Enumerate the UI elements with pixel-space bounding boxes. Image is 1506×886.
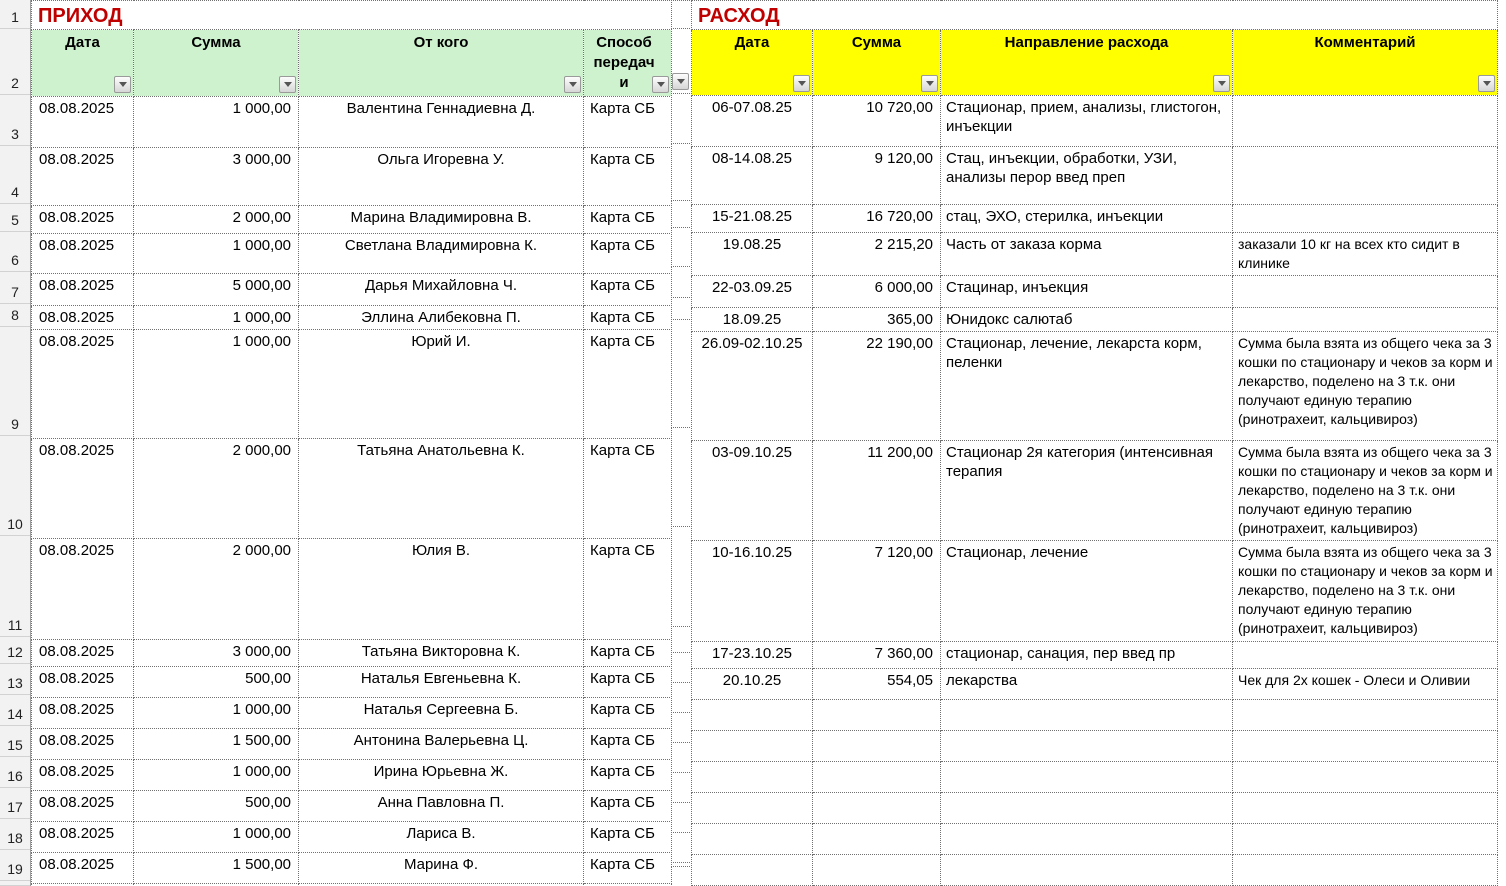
income-cell-amount[interactable]: 3 000,00 xyxy=(134,640,299,667)
expense-cell-date[interactable]: 18.09.25 xyxy=(692,308,813,332)
income-cell-method[interactable]: Карта СБ xyxy=(584,667,672,698)
income-cell-date[interactable]: 08.08.2025 xyxy=(32,439,134,539)
row-header[interactable] xyxy=(0,881,30,886)
gap-cell[interactable] xyxy=(671,772,692,803)
income-cell-amount[interactable]: 1 000,00 xyxy=(134,97,299,148)
gap-cell[interactable] xyxy=(671,862,692,867)
row-header[interactable] xyxy=(0,850,30,881)
expense-row xyxy=(692,276,1498,308)
income-row xyxy=(32,822,672,853)
income-row xyxy=(32,539,672,640)
expense-header-label: Сумма xyxy=(851,34,902,51)
chevron-down-icon xyxy=(284,82,292,87)
income-cell-from[interactable]: Марина Ф. xyxy=(299,853,584,884)
expense-cell-comment[interactable] xyxy=(1233,824,1498,855)
income-table xyxy=(31,0,672,886)
filter-dropdown-button[interactable] xyxy=(1478,75,1495,92)
chevron-down-icon xyxy=(798,81,806,86)
row-number: 6 xyxy=(11,252,19,268)
expense-cell-date[interactable]: 03-09.10.25 xyxy=(692,441,813,541)
expense-cell-date[interactable]: 15-21.08.25 xyxy=(692,205,813,233)
income-row xyxy=(32,274,672,306)
filter-dropdown-button[interactable] xyxy=(564,76,581,93)
expense-header-date[interactable] xyxy=(692,30,813,96)
expense-title-row xyxy=(692,1,1498,30)
row-number: 19 xyxy=(7,861,23,877)
expense-header-amount[interactable] xyxy=(813,30,941,96)
expense-cell-direction[interactable] xyxy=(941,762,1233,793)
expense-cell-amount[interactable]: 6 000,00 xyxy=(813,276,941,308)
gap-cell[interactable] xyxy=(671,28,692,94)
expense-cell-date[interactable]: 26.09-02.10.25 xyxy=(692,332,813,441)
filter-dropdown-button[interactable] xyxy=(279,76,296,93)
income-cell-date[interactable]: 08.08.2025 xyxy=(32,698,134,729)
income-cell-date[interactable]: 08.08.2025 xyxy=(32,822,134,853)
expense-cell-direction[interactable] xyxy=(941,700,1233,731)
income-cell-from[interactable]: Лариса В. xyxy=(299,822,584,853)
chevron-down-icon xyxy=(119,82,127,87)
expense-cell-comment[interactable]: Сумма была взята из общего чека за 3 кошки по стационару и чеков за корм и лекарство, поделено на 3 т.к. они получают единую терапию (ринотрахеит, кальцивироз) xyxy=(1233,441,1498,541)
income-cell-from[interactable]: Светлана Владимировна К. xyxy=(299,234,584,274)
expense-row xyxy=(692,855,1498,886)
chevron-down-icon xyxy=(926,81,934,86)
income-cell-from[interactable]: Наталья Евгеньевна К. xyxy=(299,667,584,698)
row-header[interactable] xyxy=(0,0,30,29)
income-row xyxy=(32,306,672,330)
income-cell-method[interactable]: Карта СБ xyxy=(584,698,672,729)
income-row xyxy=(32,439,672,539)
expense-cell-direction[interactable] xyxy=(941,824,1233,855)
income-row xyxy=(32,148,672,206)
expense-row xyxy=(692,700,1498,731)
chevron-down-icon xyxy=(1483,81,1491,86)
expense-cell-comment[interactable] xyxy=(1233,642,1498,669)
income-cell-from[interactable]: Ольга Игоревна У. xyxy=(299,148,584,206)
row-header[interactable] xyxy=(0,536,30,637)
filter-dropdown-button[interactable] xyxy=(1213,75,1230,92)
expense-cell-amount[interactable]: 7 120,00 xyxy=(813,541,941,642)
income-cell-from[interactable]: Татьяна Викторовна К. xyxy=(299,640,584,667)
row-number: 7 xyxy=(11,284,19,300)
income-header-label: Дата xyxy=(65,34,100,51)
expense-header-comment[interactable] xyxy=(1233,30,1498,96)
expense-row xyxy=(692,793,1498,824)
income-cell-date[interactable]: 08.08.2025 xyxy=(32,791,134,822)
gap-cell[interactable] xyxy=(671,200,692,228)
income-cell-from[interactable]: Наталья Сергеевна Б. xyxy=(299,698,584,729)
gap-column xyxy=(671,0,692,867)
row-number: 11 xyxy=(7,617,23,633)
income-cell-method[interactable]: Карта СБ xyxy=(584,148,672,206)
expense-cell-amount[interactable]: 9 120,00 xyxy=(813,147,941,205)
expense-cell-comment[interactable] xyxy=(1233,147,1498,205)
income-cell-amount[interactable]: 1 000,00 xyxy=(134,330,299,439)
expense-row xyxy=(692,147,1498,205)
expense-cell-direction[interactable]: стационар, санация, пер введ пр xyxy=(941,642,1233,669)
expense-cell-date[interactable] xyxy=(692,855,813,886)
expense-header-row xyxy=(692,30,1498,96)
income-cell-amount[interactable]: 3 000,00 xyxy=(134,148,299,206)
income-cell-date[interactable]: 08.08.2025 xyxy=(32,306,134,330)
expense-row xyxy=(692,441,1498,541)
expense-cell-amount[interactable]: 16 720,00 xyxy=(813,205,941,233)
expense-cell-amount[interactable] xyxy=(813,793,941,824)
expense-cell-amount[interactable] xyxy=(813,824,941,855)
income-cell-date[interactable]: 08.08.2025 xyxy=(32,330,134,439)
row-number: 9 xyxy=(11,416,19,432)
expense-cell-date[interactable]: 06-07.08.25 xyxy=(692,96,813,147)
income-cell-amount[interactable]: 500,00 xyxy=(134,791,299,822)
row-number: 12 xyxy=(7,644,23,660)
expense-row xyxy=(692,541,1498,642)
expense-cell-comment[interactable] xyxy=(1233,96,1498,147)
expense-row xyxy=(692,205,1498,233)
gap-cell[interactable] xyxy=(671,297,692,320)
gap-cell[interactable] xyxy=(671,802,692,833)
expense-header-label: Дата xyxy=(734,34,770,51)
income-cell-method[interactable]: Карта СБ xyxy=(584,439,672,539)
income-cell-from[interactable]: Анна Павловна П. xyxy=(299,791,584,822)
income-row xyxy=(32,698,672,729)
income-cell-method[interactable]: Карта СБ xyxy=(584,234,672,274)
chevron-down-icon xyxy=(569,82,577,87)
income-cell-amount[interactable]: 1 000,00 xyxy=(134,306,299,330)
gap-cell[interactable] xyxy=(671,652,692,683)
income-row xyxy=(32,760,672,791)
income-cell-amount[interactable]: 1 000,00 xyxy=(134,760,299,791)
income-title-text: ПРИХОД xyxy=(38,4,123,27)
income-row xyxy=(32,206,672,234)
expense-cell-direction[interactable]: Часть от заказа корма xyxy=(941,233,1233,276)
income-cell-method[interactable]: Карта СБ xyxy=(584,760,672,791)
row-number: 15 xyxy=(7,737,23,753)
expense-cell-comment[interactable] xyxy=(1233,731,1498,762)
row-header[interactable] xyxy=(0,146,30,204)
income-cell-from[interactable]: Ирина Юрьевна Ж. xyxy=(299,760,584,791)
filter-dropdown-button[interactable] xyxy=(114,76,131,93)
income-cell-method[interactable]: Карта СБ xyxy=(584,306,672,330)
gap-cell[interactable] xyxy=(671,832,692,863)
income-cell-date[interactable]: 08.08.2025 xyxy=(32,206,134,234)
income-row xyxy=(32,97,672,148)
income-title-row xyxy=(32,1,672,30)
income-cell-method[interactable]: Карта СБ xyxy=(584,729,672,760)
expense-cell-date[interactable] xyxy=(692,824,813,855)
expense-header-label: Комментарий xyxy=(1314,34,1416,51)
chevron-down-icon xyxy=(677,79,685,84)
row-header[interactable] xyxy=(0,664,30,695)
income-row xyxy=(32,640,672,667)
expense-cell-date[interactable]: 10-16.10.25 xyxy=(692,541,813,642)
expense-cell-direction[interactable]: стац, ЭХО, стерилка, инъекции xyxy=(941,205,1233,233)
income-header-date[interactable] xyxy=(32,30,134,97)
expense-cell-date[interactable]: 08-14.08.25 xyxy=(692,147,813,205)
income-cell-amount[interactable]: 1 500,00 xyxy=(134,729,299,760)
row-header[interactable] xyxy=(0,637,30,664)
income-cell-method[interactable]: Карта СБ xyxy=(584,791,672,822)
income-cell-date[interactable]: 08.08.2025 xyxy=(32,667,134,698)
expense-cell-date[interactable] xyxy=(692,731,813,762)
gap-cell[interactable] xyxy=(671,266,692,298)
expense-cell-amount[interactable]: 7 360,00 xyxy=(813,642,941,669)
income-cell-method[interactable]: Карта СБ xyxy=(584,822,672,853)
row-header[interactable] xyxy=(0,757,30,788)
expense-cell-comment[interactable] xyxy=(1233,793,1498,824)
row-header[interactable] xyxy=(0,788,30,819)
filter-dropdown-button[interactable] xyxy=(652,76,669,93)
row-number: 4 xyxy=(11,184,19,200)
income-cell-date[interactable]: 08.08.2025 xyxy=(32,97,134,148)
expense-cell-amount[interactable] xyxy=(813,731,941,762)
gap-cell[interactable] xyxy=(671,93,692,144)
expense-cell-amount[interactable] xyxy=(813,855,941,886)
row-header[interactable] xyxy=(0,272,30,304)
expense-cell-amount[interactable]: 2 215,20 xyxy=(813,233,941,276)
row-number: 14 xyxy=(7,706,23,722)
gap-cell[interactable] xyxy=(671,427,692,527)
row-header[interactable] xyxy=(0,327,30,436)
expense-cell-direction[interactable]: Юнидокс салютаб xyxy=(941,308,1233,332)
expense-row xyxy=(692,233,1498,276)
gap-cell[interactable] xyxy=(671,143,692,201)
expense-cell-direction[interactable]: Стационар 2я категория (интенсивная терапия xyxy=(941,441,1233,541)
chevron-down-icon xyxy=(1218,81,1226,86)
income-cell-method[interactable]: Карта СБ xyxy=(584,853,672,884)
income-row xyxy=(32,729,672,760)
income-cell-method[interactable]: Карта СБ xyxy=(584,640,672,667)
row-number: 13 xyxy=(7,675,23,691)
row-header[interactable] xyxy=(0,726,30,757)
income-row xyxy=(32,667,672,698)
income-cell-amount[interactable]: 5 000,00 xyxy=(134,274,299,306)
expense-cell-date[interactable]: 20.10.25 xyxy=(692,669,813,700)
expense-cell-comment[interactable] xyxy=(1233,276,1498,308)
income-row xyxy=(32,791,672,822)
filter-dropdown-button[interactable] xyxy=(921,75,938,92)
income-header-from[interactable] xyxy=(299,30,584,97)
row-header[interactable] xyxy=(0,819,30,850)
expense-cell-date[interactable] xyxy=(692,793,813,824)
gap-cell[interactable] xyxy=(671,0,692,29)
expense-row xyxy=(692,642,1498,669)
row-header[interactable] xyxy=(0,232,30,272)
income-cell-amount[interactable]: 1 000,00 xyxy=(134,234,299,274)
row-number: 2 xyxy=(11,75,19,91)
row-number: 3 xyxy=(11,126,19,142)
income-header-label: Способ передачи xyxy=(593,34,655,91)
expense-cell-direction[interactable] xyxy=(941,855,1233,886)
expense-cell-comment[interactable] xyxy=(1233,205,1498,233)
expense-cell-date[interactable] xyxy=(692,762,813,793)
expense-cell-amount[interactable]: 22 190,00 xyxy=(813,332,941,441)
income-cell-method[interactable]: Карта СБ xyxy=(584,330,672,439)
expense-cell-direction[interactable]: Стационар, лечение, лекарста корм, пеленки xyxy=(941,332,1233,441)
expense-cell-comment[interactable]: Чек для 2х кошек - Олеси и Оливии xyxy=(1233,669,1498,700)
expense-header-label: Направление расхода xyxy=(1004,34,1169,51)
expense-cell-direction[interactable] xyxy=(941,731,1233,762)
gap-cell[interactable] xyxy=(671,742,692,773)
income-cell-date[interactable]: 08.08.2025 xyxy=(32,853,134,884)
expense-header-direction[interactable] xyxy=(941,30,1233,96)
expense-cell-amount[interactable]: 10 720,00 xyxy=(813,96,941,147)
row-header[interactable] xyxy=(0,29,30,95)
expense-cell-comment[interactable] xyxy=(1233,700,1498,731)
income-cell-amount[interactable]: 500,00 xyxy=(134,667,299,698)
income-cell-date[interactable]: 08.08.2025 xyxy=(32,640,134,667)
expense-row xyxy=(692,308,1498,332)
row-header-gutter xyxy=(0,0,31,886)
income-cell-amount[interactable]: 1 000,00 xyxy=(134,698,299,729)
expense-cell-direction[interactable]: Стационар, лечение xyxy=(941,541,1233,642)
income-header-method[interactable] xyxy=(584,30,672,97)
income-cell-amount[interactable]: 1 000,00 xyxy=(134,822,299,853)
expense-cell-direction[interactable]: Стац, инъекции, обработки, УЗИ, анализы перор введ преп xyxy=(941,147,1233,205)
income-cell-from[interactable]: Татьяна Анатольевна К. xyxy=(299,439,584,539)
expense-cell-direction[interactable] xyxy=(941,793,1233,824)
filter-dropdown-button[interactable] xyxy=(793,75,810,92)
expense-cell-comment[interactable]: Сумма была взята из общего чека за 3 кошки по стационару и чеков за корм и лекарство, поделено на 3 т.к. они получают единую терапию (ринотрахеит, кальцивироз) xyxy=(1233,541,1498,642)
chevron-down-icon xyxy=(657,82,665,87)
row-number: 10 xyxy=(7,516,23,532)
income-row xyxy=(32,853,672,884)
expense-cell-comment[interactable] xyxy=(1233,308,1498,332)
income-cell-from[interactable]: Дарья Михайловна Ч. xyxy=(299,274,584,306)
income-cell-method[interactable]: Карта СБ xyxy=(584,274,672,306)
expense-cell-date[interactable]: 17-23.10.25 xyxy=(692,642,813,669)
gap-cell[interactable] xyxy=(671,682,692,713)
row-header[interactable] xyxy=(0,436,30,536)
income-row xyxy=(32,234,672,274)
expense-cell-direction[interactable]: лекарства xyxy=(941,669,1233,700)
row-header[interactable] xyxy=(0,95,30,146)
income-cell-amount[interactable]: 2 000,00 xyxy=(134,539,299,640)
expense-cell-comment[interactable]: заказали 10 кг на всех кто сидит в клинике xyxy=(1233,233,1498,276)
row-number: 16 xyxy=(7,768,23,784)
expense-cell-comment[interactable] xyxy=(1233,855,1498,886)
row-number: 5 xyxy=(11,212,19,228)
expense-cell-date[interactable]: 22-03.09.25 xyxy=(692,276,813,308)
gap-cell[interactable] xyxy=(671,227,692,267)
income-cell-method[interactable]: Карта СБ xyxy=(584,539,672,640)
expense-cell-amount[interactable] xyxy=(813,762,941,793)
income-header-row xyxy=(32,30,672,97)
income-cell-from[interactable]: Марина Владимировна В. xyxy=(299,206,584,234)
income-cell-from[interactable]: Антонина Валерьевна Ц. xyxy=(299,729,584,760)
expense-cell-comment[interactable] xyxy=(1233,762,1498,793)
income-header-label: От кого xyxy=(413,34,469,51)
expense-title[interactable] xyxy=(692,1,1498,30)
gap-cell[interactable] xyxy=(671,319,692,428)
expense-row xyxy=(692,669,1498,700)
income-cell-date[interactable]: 08.08.2025 xyxy=(32,729,134,760)
row-number: 1 xyxy=(11,9,19,25)
gap-cell[interactable] xyxy=(671,626,692,653)
income-cell-date[interactable]: 08.08.2025 xyxy=(32,760,134,791)
row-header[interactable] xyxy=(0,695,30,726)
expense-row xyxy=(692,332,1498,441)
income-cell-amount[interactable]: 2 000,00 xyxy=(134,206,299,234)
income-header-amount[interactable] xyxy=(134,30,299,97)
gap-cell[interactable] xyxy=(671,526,692,627)
income-cell-from[interactable]: Эллина Алибековна П. xyxy=(299,306,584,330)
expense-cell-amount[interactable]: 365,00 xyxy=(813,308,941,332)
expense-cell-amount[interactable]: 11 200,00 xyxy=(813,441,941,541)
income-cell-from[interactable]: Валентина Геннадиевна Д. xyxy=(299,97,584,148)
expense-cell-amount[interactable]: 554,05 xyxy=(813,669,941,700)
income-cell-method[interactable]: Карта СБ xyxy=(584,97,672,148)
row-number: 8 xyxy=(11,307,19,323)
expense-row xyxy=(692,731,1498,762)
expense-title-text: РАСХОД xyxy=(698,4,780,27)
row-header[interactable] xyxy=(0,304,30,327)
income-title[interactable] xyxy=(32,1,672,30)
expense-cell-date[interactable]: 19.08.25 xyxy=(692,233,813,276)
income-cell-amount[interactable]: 1 500,00 xyxy=(134,853,299,884)
income-cell-amount[interactable]: 2 000,00 xyxy=(134,439,299,539)
income-cell-method[interactable]: Карта СБ xyxy=(584,206,672,234)
gap-cell[interactable] xyxy=(671,712,692,743)
income-cell-date[interactable]: 08.08.2025 xyxy=(32,274,134,306)
row-number: 18 xyxy=(7,830,23,846)
row-header[interactable] xyxy=(0,204,30,232)
income-cell-date[interactable]: 08.08.2025 xyxy=(32,148,134,206)
expense-cell-amount[interactable] xyxy=(813,700,941,731)
income-cell-from[interactable]: Юрий И. xyxy=(299,330,584,439)
income-row xyxy=(32,330,672,439)
expense-cell-date[interactable] xyxy=(692,700,813,731)
income-cell-date[interactable]: 08.08.2025 xyxy=(32,234,134,274)
income-cell-date[interactable]: 08.08.2025 xyxy=(32,539,134,640)
income-cell-from[interactable]: Юлия В. xyxy=(299,539,584,640)
expense-table xyxy=(691,0,1498,886)
row-number: 17 xyxy=(7,799,23,815)
filter-dropdown-button[interactable] xyxy=(672,73,689,90)
expense-cell-direction[interactable]: Стационар, прием, анализы, глистогон, инъекции xyxy=(941,96,1233,147)
expense-row xyxy=(692,824,1498,855)
expense-row xyxy=(692,762,1498,793)
income-header-label: Сумма xyxy=(191,34,241,51)
expense-cell-direction[interactable]: Стацинар, инъекция xyxy=(941,276,1233,308)
expense-cell-comment[interactable]: Сумма была взята из общего чека за 3 кошки по стационару и чеков за корм и лекарство, поделено на 3 т.к. они получают единую терапию (ринотрахеит, кальцивироз) xyxy=(1233,332,1498,441)
expense-row xyxy=(692,96,1498,147)
